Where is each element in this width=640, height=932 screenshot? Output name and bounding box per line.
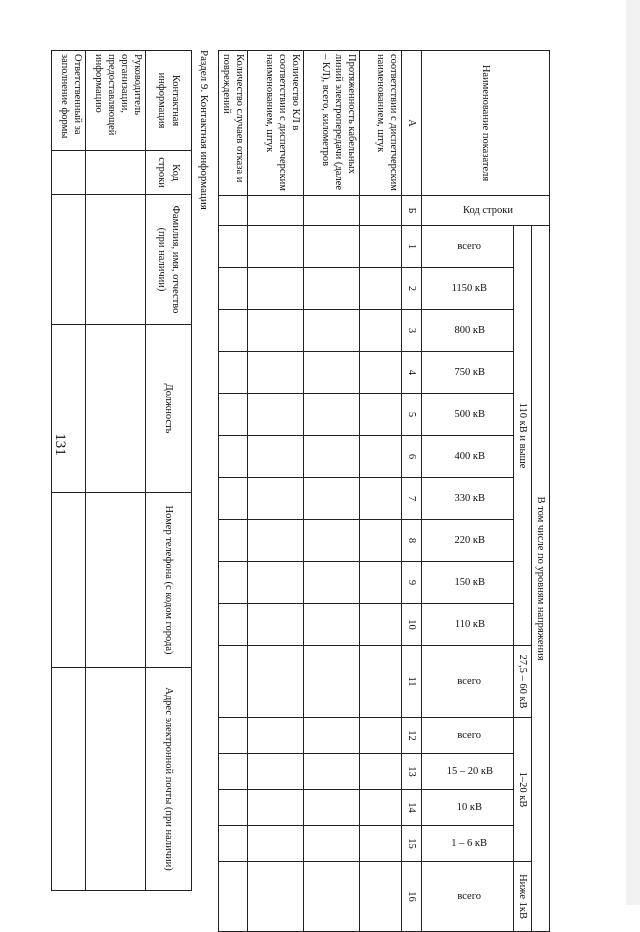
table-row bbox=[218, 51, 247, 932]
header-email: Адрес электронной почты (при наличии) bbox=[146, 668, 192, 891]
col-number: 16 bbox=[402, 862, 422, 932]
sub-150kv: 150 кВ bbox=[422, 562, 514, 604]
sub-total-1-20: всего bbox=[422, 718, 514, 754]
header-110kv-and-above: 110 кВ и выше bbox=[514, 226, 532, 646]
sub-1150kv: 1150 кВ bbox=[422, 268, 514, 310]
header-contact-info: Контактная информация bbox=[146, 51, 192, 151]
table-row bbox=[360, 51, 402, 932]
row-label: Ответственный за заполнение формы bbox=[52, 51, 86, 151]
col-number: 1 bbox=[402, 226, 422, 268]
table-row bbox=[304, 51, 360, 932]
row-label: Протяженность кабельных линий электропередачи (далее – КЛ), всего, километров bbox=[304, 51, 360, 196]
col-number: 6 bbox=[402, 436, 422, 478]
row-label: соответствии с диспетчерским наименованием, штук bbox=[360, 51, 402, 196]
col-number: 13 bbox=[402, 754, 422, 790]
header-voltage-levels: В том числе по уровням напряжения bbox=[532, 226, 550, 932]
sub-220kv: 220 кВ bbox=[422, 520, 514, 562]
col-number: 9 bbox=[402, 562, 422, 604]
col-number: 8 bbox=[402, 520, 422, 562]
rotated-document bbox=[58, 10, 620, 920]
col-number: 4 bbox=[402, 352, 422, 394]
contact-table bbox=[51, 50, 192, 891]
sub-total-110: всего bbox=[422, 226, 514, 268]
table-row bbox=[52, 51, 86, 891]
sub-total-below1: всего bbox=[422, 862, 514, 932]
scan-edge bbox=[626, 0, 640, 905]
col-letter-b: Б bbox=[402, 196, 422, 226]
col-number: 14 bbox=[402, 790, 422, 826]
sub-110kv: 110 кВ bbox=[422, 604, 514, 646]
section-9-title: Раздел 9. Контактная информация bbox=[198, 50, 210, 210]
col-number: 3 bbox=[402, 310, 422, 352]
sub-10kv: 10 кВ bbox=[422, 790, 514, 826]
row-label: Руководитель организации, предоставляющей информацию bbox=[86, 51, 146, 151]
row-label: Количество КЛ в соответствии с диспетчерским наименованием, штук bbox=[248, 51, 304, 196]
sub-1-6kv: 1 – 6 кВ bbox=[422, 826, 514, 862]
col-number: 10 bbox=[402, 604, 422, 646]
sub-330kv: 330 кВ bbox=[422, 478, 514, 520]
col-number: 7 bbox=[402, 478, 422, 520]
sub-total-27: всего bbox=[422, 646, 514, 718]
col-number: 15 bbox=[402, 826, 422, 862]
sub-15-20kv: 15 – 20 кВ bbox=[422, 754, 514, 790]
col-number: 5 bbox=[402, 394, 422, 436]
sub-400kv: 400 кВ bbox=[422, 436, 514, 478]
header-full-name: Фамилия, имя, отчество (при наличии) bbox=[146, 195, 192, 325]
page-number: 131 bbox=[51, 433, 68, 456]
col-number: 11 bbox=[402, 646, 422, 718]
table-row bbox=[248, 51, 304, 932]
header-row-code: Код строки bbox=[146, 151, 192, 195]
header-indicator-name: Наименование показателя bbox=[422, 51, 550, 196]
indicators-table bbox=[218, 50, 550, 932]
sub-500kv: 500 кВ bbox=[422, 394, 514, 436]
header-below-1kv: Ниже 1кВ bbox=[514, 862, 532, 932]
header-1-20kv: 1–20 кВ bbox=[514, 718, 532, 862]
col-number: 12 bbox=[402, 718, 422, 754]
col-letter-a: А bbox=[402, 51, 422, 196]
sub-750kv: 750 кВ bbox=[422, 352, 514, 394]
header-27-60kv: 27,5 – 60 кВ bbox=[514, 646, 532, 718]
row-label: Количество случаев отказа и повреждений bbox=[218, 51, 247, 196]
table-row bbox=[86, 51, 146, 891]
col-number: 2 bbox=[402, 268, 422, 310]
header-phone: Номер телефона (с кодом города) bbox=[146, 493, 192, 668]
header-row-code: Код строки bbox=[422, 196, 550, 226]
header-position: Должность bbox=[146, 325, 192, 493]
sub-800kv: 800 кВ bbox=[422, 310, 514, 352]
